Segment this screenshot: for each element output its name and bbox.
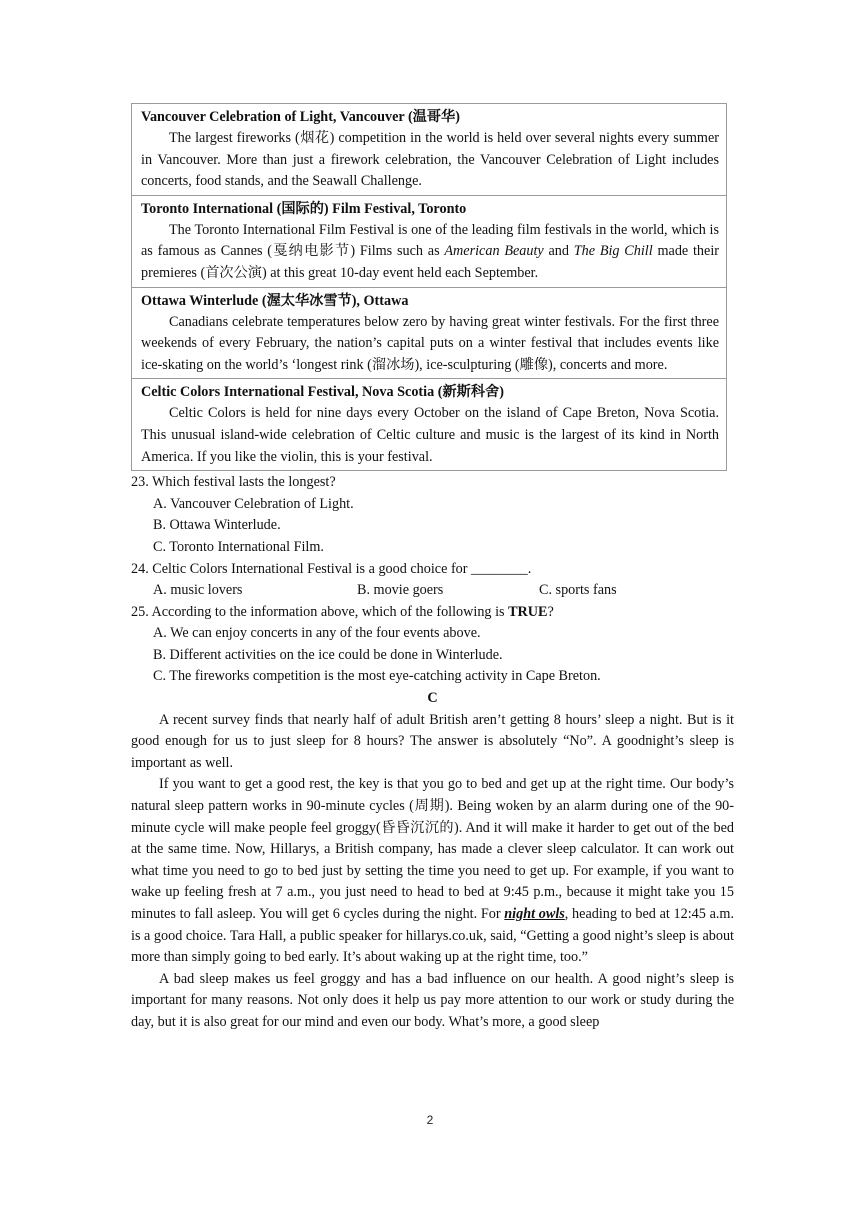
question-23: [131, 472, 734, 558]
answer-option: A. Vancouver Celebration of Light.: [153, 495, 354, 512]
paragraph-text: If you want to get a good rest, the key is that you go to bed and get up at the right time. Our body’s natural sleep pattern works in 90-minute cycles (周期). Being woken by an alarm during one of the 90-minute cycle will make people feel groggy(昏昏沉沉的). And it will make it harder to get out of the bed at the same time. Now, Hillarys, a British company, has made a clever sleep calculator. It can work out what time you need to go to bed just by setting the time you need to get up. For example, if you want to wake up feeling fresh at 7 a.m., you just need to head to bed at 9:45 p.m., because it might take you 15 minutes to fall asleep. You will get 6 cycles during the night. For: [131, 776, 734, 922]
answer-option: B. movie goers: [357, 582, 444, 599]
film-title: American Beauty: [444, 243, 544, 260]
answer-option: C. The fireworks competition is the most eye-catching activity in Cape Breton.: [153, 668, 601, 685]
festival-description: The largest fireworks (烟花) competition in the world is held over several nights every summer in Vancouver. More than just a firework celebration, the Vancouver Celebration of Light includes concerts, food stands, and the Seawall Challenge.: [141, 130, 719, 190]
description-text: The Toronto International Film Festival is one of the leading film festivals in the world, which is as famous as Cannes (戛纳电影节) Films such as: [141, 221, 719, 260]
question-text-part: 25. According to the information above, which of the following is: [131, 603, 509, 620]
page-number: 2: [426, 1113, 434, 1127]
answer-option: A. music lovers: [153, 582, 243, 599]
festival-title: Ottawa Winterlude (渥太华冰雪节), Ottawa: [141, 292, 409, 309]
answer-option: B. Ottawa Winterlude.: [153, 517, 281, 534]
answer-option: A. We can enjoy concerts in any of the four events above.: [153, 625, 481, 642]
festival-title: Toronto International (国际的) Film Festival, Toronto: [141, 200, 467, 217]
answer-option: B. Different activities on the ice could be done in Winterlude.: [153, 646, 503, 663]
answer-option: C. sports fans: [539, 582, 617, 599]
question-25: [131, 602, 734, 688]
passage-paragraph: [131, 774, 734, 968]
festival-row-vancouver: [132, 104, 727, 196]
festival-title: Celtic Colors International Festival, Nova Scotia (新斯科舍): [141, 384, 504, 401]
emphasis-true: TRUE: [508, 603, 548, 620]
festival-table: [131, 103, 727, 471]
festival-row-ottawa: [132, 287, 727, 379]
section-heading: C: [427, 690, 438, 707]
question-text: 24. Celtic Colors International Festival is a good choice for ________.: [131, 560, 532, 577]
description-text: made their premieres (首次公演) at this great 10-day event held each September.: [141, 243, 719, 281]
festival-row-toronto: [132, 195, 727, 287]
document-page: [131, 103, 734, 1034]
festival-description: Canadians celebrate temperatures below zero by having great winter festivals. For the first three weekends of every February, the nation’s capital puts on a winter festival that includes events like ice-skating on the world’s ‘longest rink (溜冰场), ice-sculpturing (雕像), concerts and more.: [141, 313, 719, 373]
answer-options: [131, 580, 734, 602]
festival-description: Celtic Colors is held for nine days every October on the island of Cape Breton, Nova Scotia. This unusual island-wide celebration of Celtic culture and music is the largest of its kind in North America. If you like the violin, this is your festival.: [141, 405, 719, 465]
question-text: [131, 602, 734, 624]
festival-title: Vancouver Celebration of Light, Vancouver (温哥华): [141, 109, 460, 125]
festival-description: [141, 220, 719, 285]
question-text: 23. Which festival lasts the longest?: [131, 474, 336, 491]
underlined-phrase: night owls: [504, 906, 565, 922]
description-text: and: [543, 243, 574, 260]
answer-option: C. Toronto International Film.: [153, 538, 324, 555]
passage-paragraph: A bad sleep makes us feel groggy and has a bad influence on our health. A good night’s sleep is important for many reasons. Not only does it help us pay more attention to our work or study during the day, but it is also great for our mind and even our body. What’s more, a good sleep: [131, 970, 734, 1030]
passage-paragraph: A recent survey finds that nearly half of adult British aren’t getting 8 hours’ sleep a night. But is it good enough for us to just sleep for 8 hours? The answer is absolutely “No”. A goodnight’s sleep is important as well.: [131, 711, 734, 771]
paragraph-text: , heading to bed at 12:45 a.m. is a good choice. Tara Hall, a public speaker for hillarys.co.uk, said, “Getting a good night’s sleep is about more than simply going to bed early. It’s about waking up at the right time, too.”: [131, 906, 735, 966]
festival-row-celtic: [132, 379, 727, 471]
question-text-part: ?: [547, 603, 554, 620]
film-title: The Big Chill: [573, 243, 653, 260]
question-24: [131, 559, 734, 602]
